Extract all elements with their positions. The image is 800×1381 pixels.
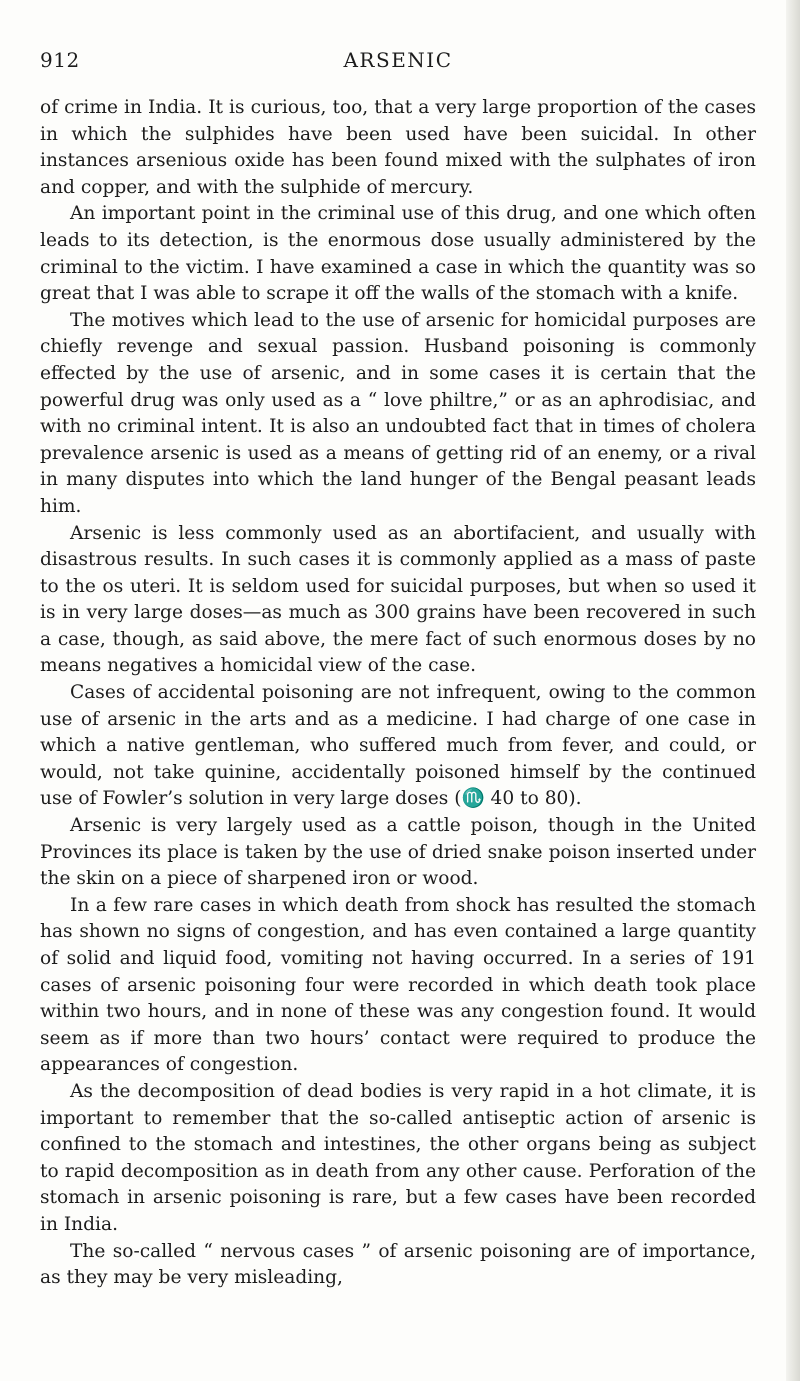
paragraph: Arsenic is very largely used as a cattle poison, though in the United Provinces its place is taken by the use of dried snake poison inserted under the skin on a piece of sharpened iron or wood. [40, 815, 756, 890]
page-edge-shadow [786, 0, 800, 1381]
running-title: ARSENIC [343, 48, 453, 72]
paragraph: Arsenic is less commonly used as an abortifacient, and usually with disastrous results. In such cases it is commonly applied as a mass of paste to the os uteri. It is seldom used for suicidal purposes, but when so used it is in very large doses—as much as 300 grains have been recovered in such a case, though, as said above, the mere fact of such enormous doses by no means negatives a homicidal view of the case. [40, 522, 756, 677]
paragraph: The motives which lead to the use of arsenic for homicidal purposes are chiefly revenge and sexual passion. Husband poisoning is commonly effected by the use of arsenic, and in some cases it is certain that the powerful drug was only used as a “ love philtre,” or as an aphrodisiac, and with no criminal intent. It is also an undoubted fact that in times of cholera prevalence arsenic is used as a means of getting rid of an enemy, or a rival in many disputes into which the land hunger of the Bengal peasant leads him. [40, 309, 756, 517]
paragraph: Cases of accidental poisoning are not infrequent, owing to the common use of arsenic in the arts and as a medicine. I had charge of one case in which a native gentleman, who suffered much from fever, and could, or would, not take quinine, accidentally poisoned himself by the continued use of Fowler’s solution in very large doses (♏ 40 to 80). [40, 682, 756, 810]
page-number: 912 [40, 48, 80, 72]
paragraph: An important point in the criminal use of this drug, and one which often leads to its detection, is the enormous dose usually administered by the criminal to the victim. I have examined a case in which the quantity was so great that I was able to scrape it off the walls of the stomach with a knife. [40, 203, 756, 305]
paragraph: of crime in India. It is curious, too, that a very large proportion of the cases in which the sulphides have been used have been suicidal. In other instances arsenious oxide has been found mixed with the sulphates of iron and copper, and with the sulphide of mercury. [40, 97, 756, 198]
body-text [40, 95, 756, 1292]
paragraph: As the decomposition of dead bodies is very rapid in a hot climate, it is important to remember that the so-called antiseptic action of arsenic is confined to the stomach and intestines, the other organs being as subject to rapid decomposition as in death from any other cause. Perforation of the stomach in arsenic poisoning is rare, but a few cases have been recorded in India. [40, 1080, 756, 1235]
paragraph: The so-called “ nervous cases ” of arsenic poisoning are of importance, as they may be very misleading, [40, 1240, 756, 1289]
page-header [40, 48, 756, 82]
paragraph: In a few rare cases in which death from shock has resulted the stomach has shown no signs of congestion, and has even contained a large quantity of solid and liquid food, vomiting not having occurred. In a series of 191 cases of arsenic poisoning four were recorded in which death took place within two hours, and in none of these was any congestion found. It would seem as if more than two hours’ contact were required to produce the appearances of congestion. [40, 894, 756, 1076]
